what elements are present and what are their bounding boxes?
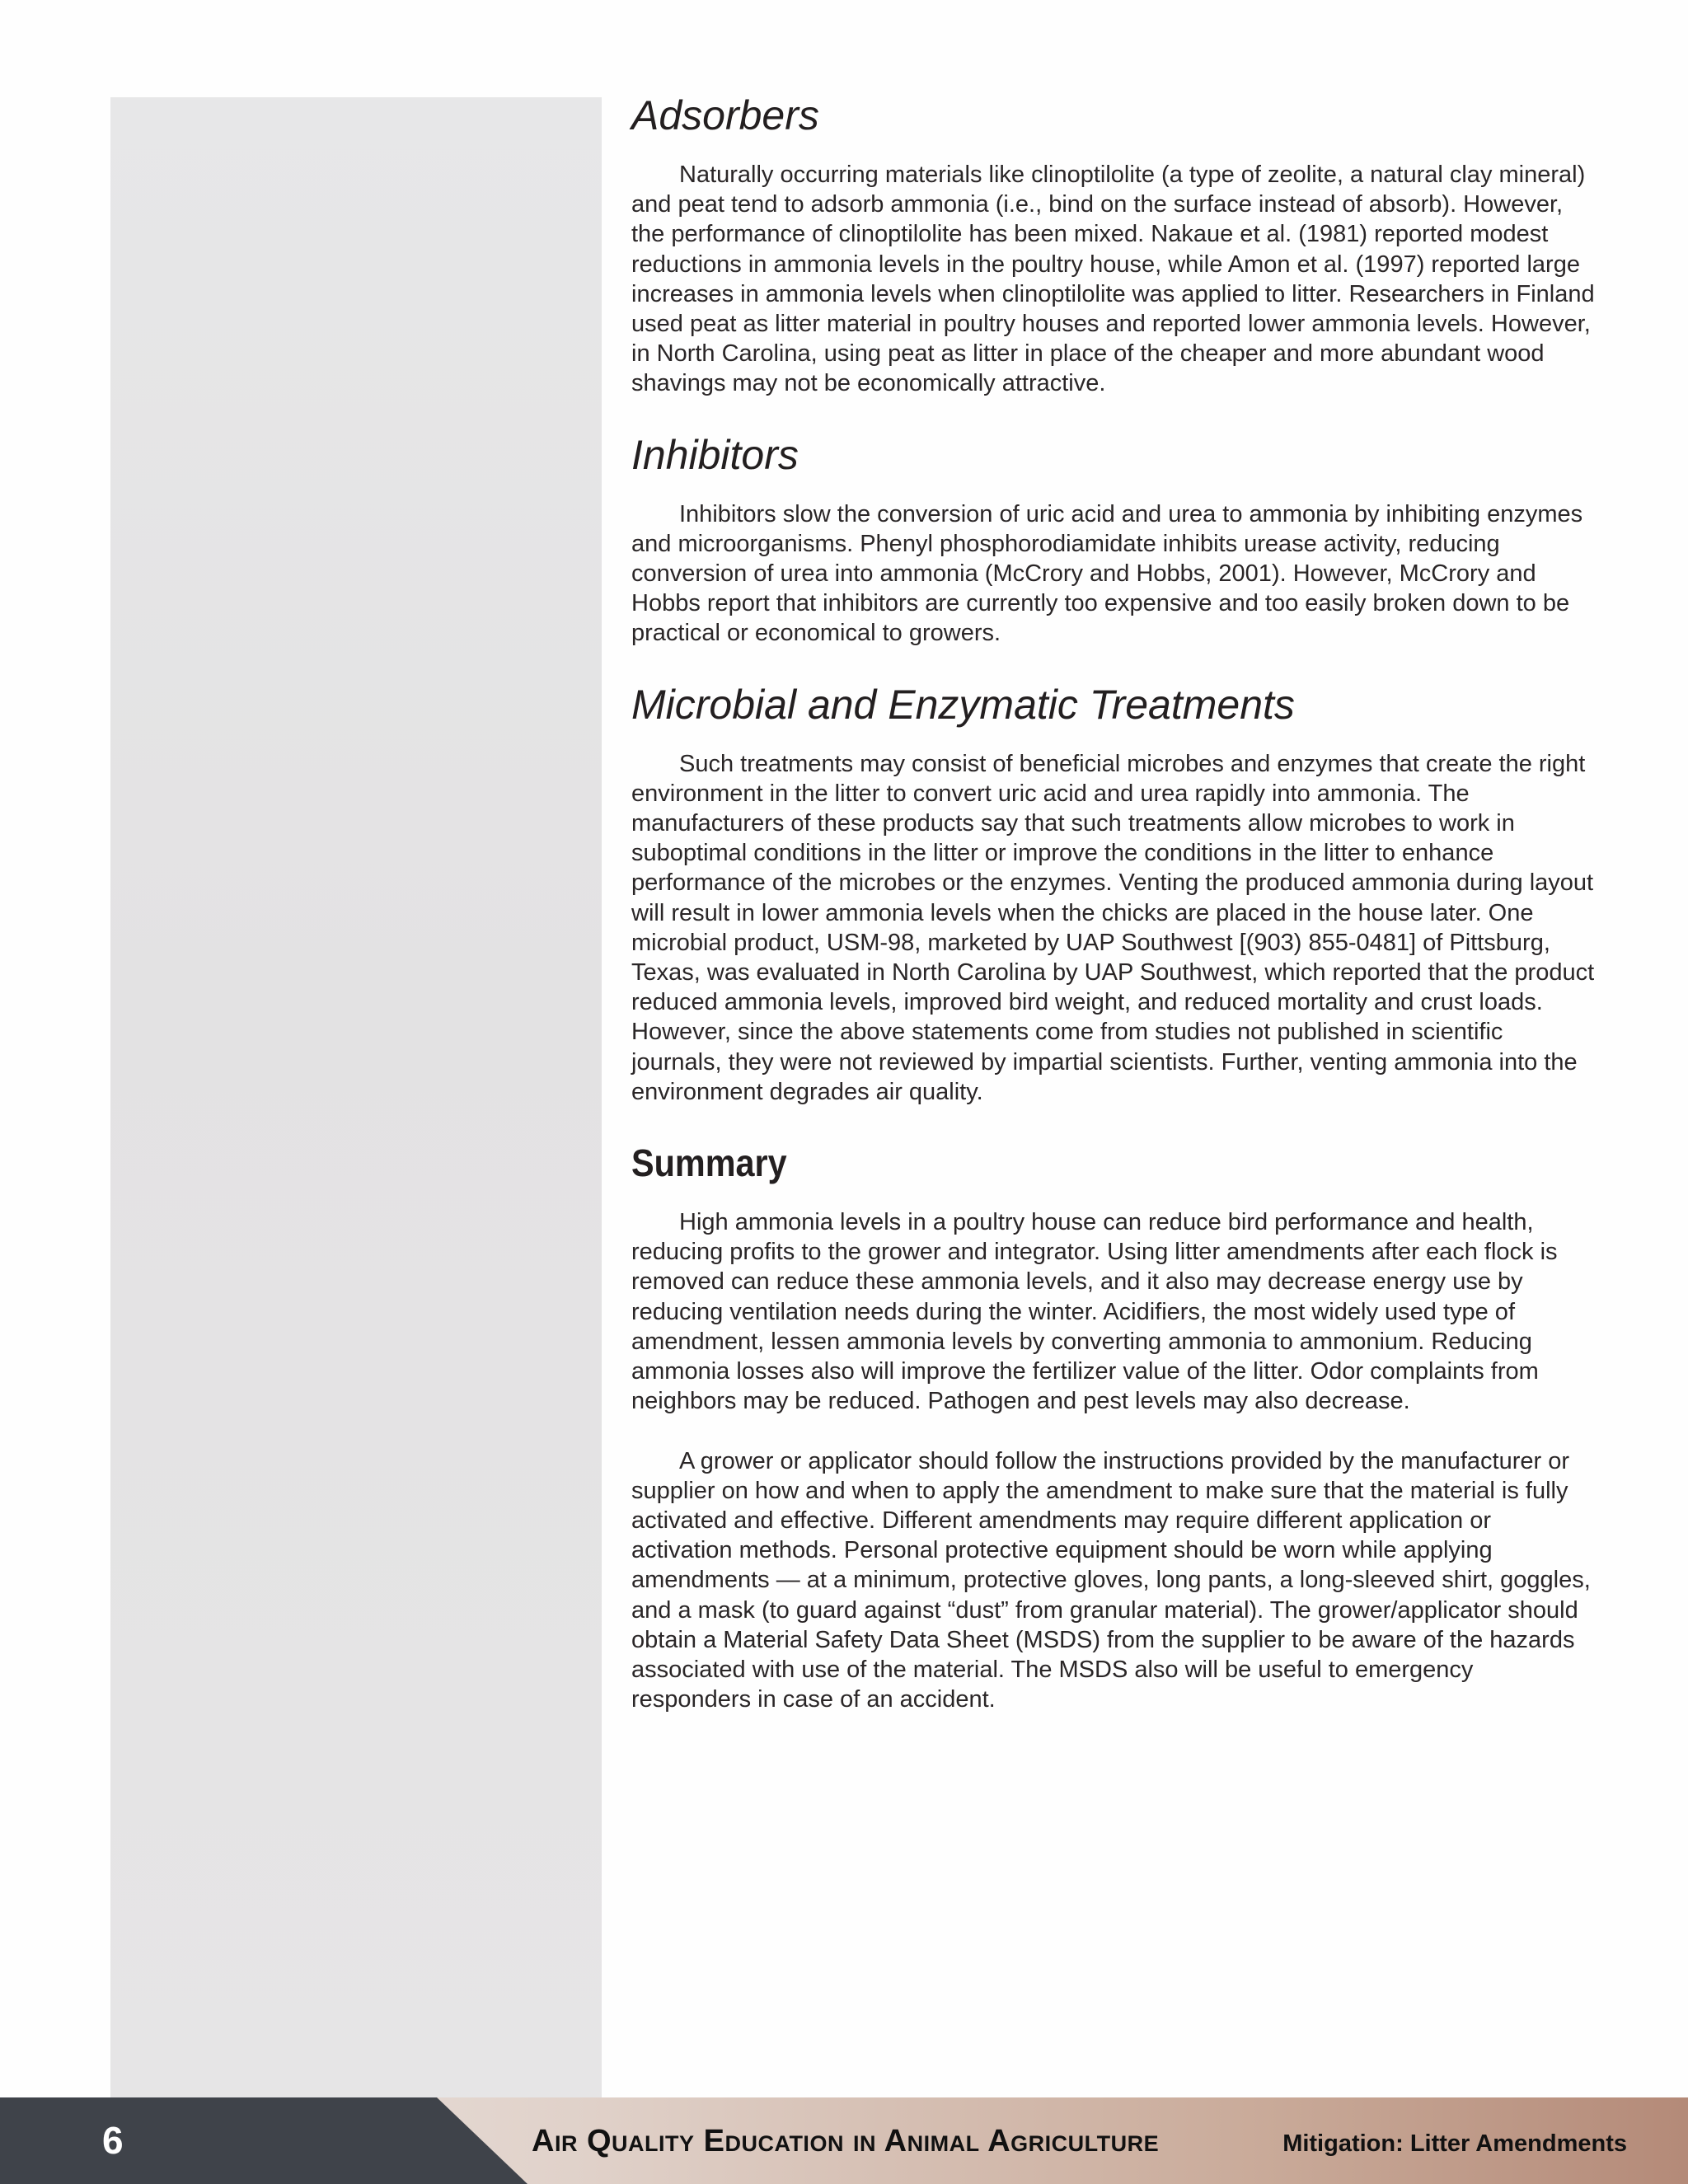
section-summary [631,1137,1596,1714]
section-heading-inhibitors: Inhibitors [631,431,799,478]
paragraph-microbial-enzymatic: Such treatments may consist of beneficial microbes and enzymes that create the right environment in the litter to convert uric acid and urea rapidly into ammonia. The manufacturers of these products say that such treatments allow microbes to work in suboptimal conditions in the litter or improve the conditions in the litter to enhance performance of the microbes or the enzymes. Venting the produced ammonia during layout will result in lower ammonia levels when the chicks are placed in the house later. One microbial product, USM-98, marketed by UAP Southwest [(903) 855-0481] of Pittsburg, Texas, was evaluated in North Carolina by UAP Southwest, which reported that the product reduced ammonia levels, improved bird weight, and reduced mortality and crust loads. However, since the above statements come from studies not published in scientific journals, they were not reviewed by impartial scientists. Further, venting ammonia into the environment degrades air quality. [631,750,1595,1105]
publication-title: Air Quality Education in Animal Agriculture [532,2124,1160,2158]
paragraph-inhibitors: Inhibitors slow the conversion of uric acid and urea to ammonia by inhibiting enzymes and microorganisms. Phenyl phosphorodiamidate inhibits urease activity, reducing conversion of urea into ammonia (McCrory and Hobbs, 2001). However, McCrory and Hobbs report that inhibitors are currently too expensive and too easily broken down to be practical or economical to growers. [631,500,1583,647]
section-title: Mitigation: Litter Amendments [1282,2130,1627,2157]
section-heading-adsorbers: Adsorbers [631,92,819,138]
main-content [631,89,1596,1744]
paragraph-adsorbers: Naturally occurring materials like clinoptilolite (a type of zeolite, a natural clay mineral) and peat tend to adsorb ammonia (i.e., bind on the surface instead of absorb). However, the performance of clinoptilolite has been mixed. Nakaue et al. (1981) reported modest reductions in ammonia levels in the poultry house, while Amon et al. (1997) reported large increases in ammonia levels when clinoptilolite was applied to litter. Researchers in Finland used peat as litter material in poultry houses and reported lower ammonia levels. However, in North Carolina, using peat as litter in place of the cheaper and more abundant wood shavings may not be economically attractive. [631,162,1595,397]
section-microbial-enzymatic [631,678,1596,1107]
section-inhibitors [631,429,1596,649]
section-heading-microbial-enzymatic: Microbial and Enzymatic Treatments [631,681,1295,728]
paragraph-summary-2: A grower or applicator should follow the instructions provided by the manufacturer or supplier on how and when to apply the amendment to make sure that the material is fully activated and effective. Different amendments may require different application or activation methods. Personal protective equipment should be worn while applying amendments — at a minimum, protective gloves, long pants, a long-sleeved shirt, goggles, and a mask (to guard against “dust” from granular material). The grower/applicator should obtain a Material Safety Data Sheet (MSDS) from the supplier to be aware of the hazards associated with use of the material. The MSDS also will be useful to emergency responders in case of an accident. [631,1447,1591,1713]
footer-page-tab [0,2097,528,2184]
section-heading-summary: Summary [631,1141,787,1185]
page-footer [0,2097,1688,2184]
sidebar-panel [110,97,602,2098]
paragraph-summary-1: High ammonia levels in a poultry house can reduce bird performance and health, reducing profits to the grower and integrator. Using litter amendments after each flock is removed can reduce these ammonia levels, and it also may decrease energy use by reducing ventilation needs during the winter. Acidifiers, the most widely used type of amendment, lessen ammonia levels by converting ammonia to ammonium. Reducing ammonia losses also will improve the fertilizer value of the litter. Odor complaints from neighbors may be reduced. Pathogen and pest levels may also decrease. [631,1209,1558,1415]
section-adsorbers [631,89,1596,399]
page-number: 6 [102,2119,124,2162]
